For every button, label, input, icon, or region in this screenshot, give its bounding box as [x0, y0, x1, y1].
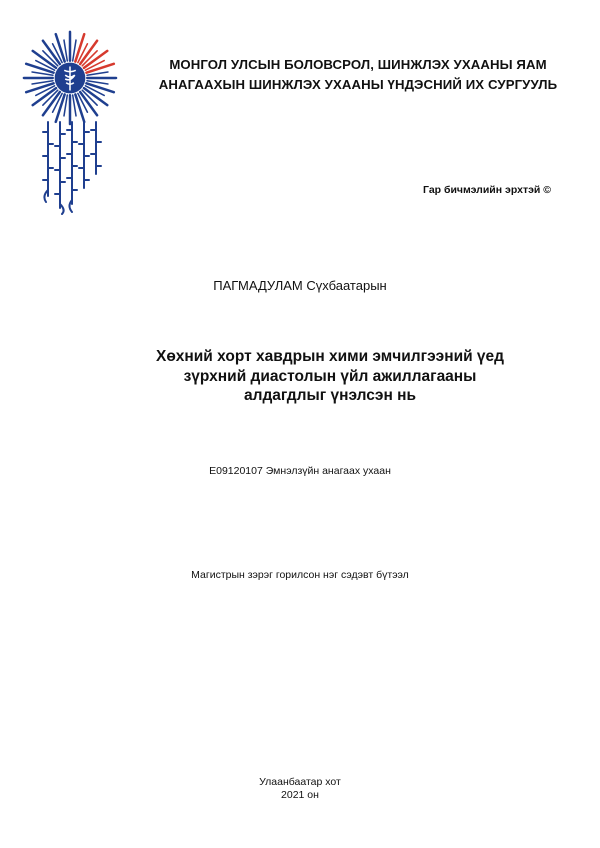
- place-and-year: [0, 776, 600, 802]
- copyright-note: Гар бичмэлийн эрхтэй ©: [423, 184, 551, 196]
- city: Улаанбаатар хот: [259, 776, 341, 788]
- ministry-header: [128, 55, 588, 95]
- author-name: ПАГМАДУЛАМ Сүхбаатарын: [213, 278, 387, 293]
- mongolian-script-emblem: [36, 118, 108, 218]
- degree-statement: Магистрын зэрэг горилсон нэг сэдэвт бүтээл: [191, 569, 409, 581]
- thesis-title-line-1: Хөхний хорт хавдрын хими эмчилгээний үед: [155, 348, 505, 365]
- specialty-code: E09120107 Эмнэлзүйн анагаах ухаан: [209, 465, 391, 477]
- university-logo-icon: [22, 30, 118, 126]
- thesis-title-line-3: алдагдлыг үнэлсэн нь: [243, 387, 416, 404]
- thesis-title-line-2: зүрхний диастолын үйл ажиллагааны: [183, 367, 477, 385]
- ministry-name: МОНГОЛ УЛСЫН БОЛОВСРОЛ, ШИНЖЛЭХ УХААНЫ ЯАМ: [169, 57, 547, 72]
- thesis-title: [60, 347, 600, 406]
- year: 2021 он: [281, 789, 319, 801]
- university-name: АНАГААХЫН ШИНЖЛЭХ УХААНЫ ҮНДЭСНИЙ ИХ СУРГУУЛЬ: [158, 77, 558, 92]
